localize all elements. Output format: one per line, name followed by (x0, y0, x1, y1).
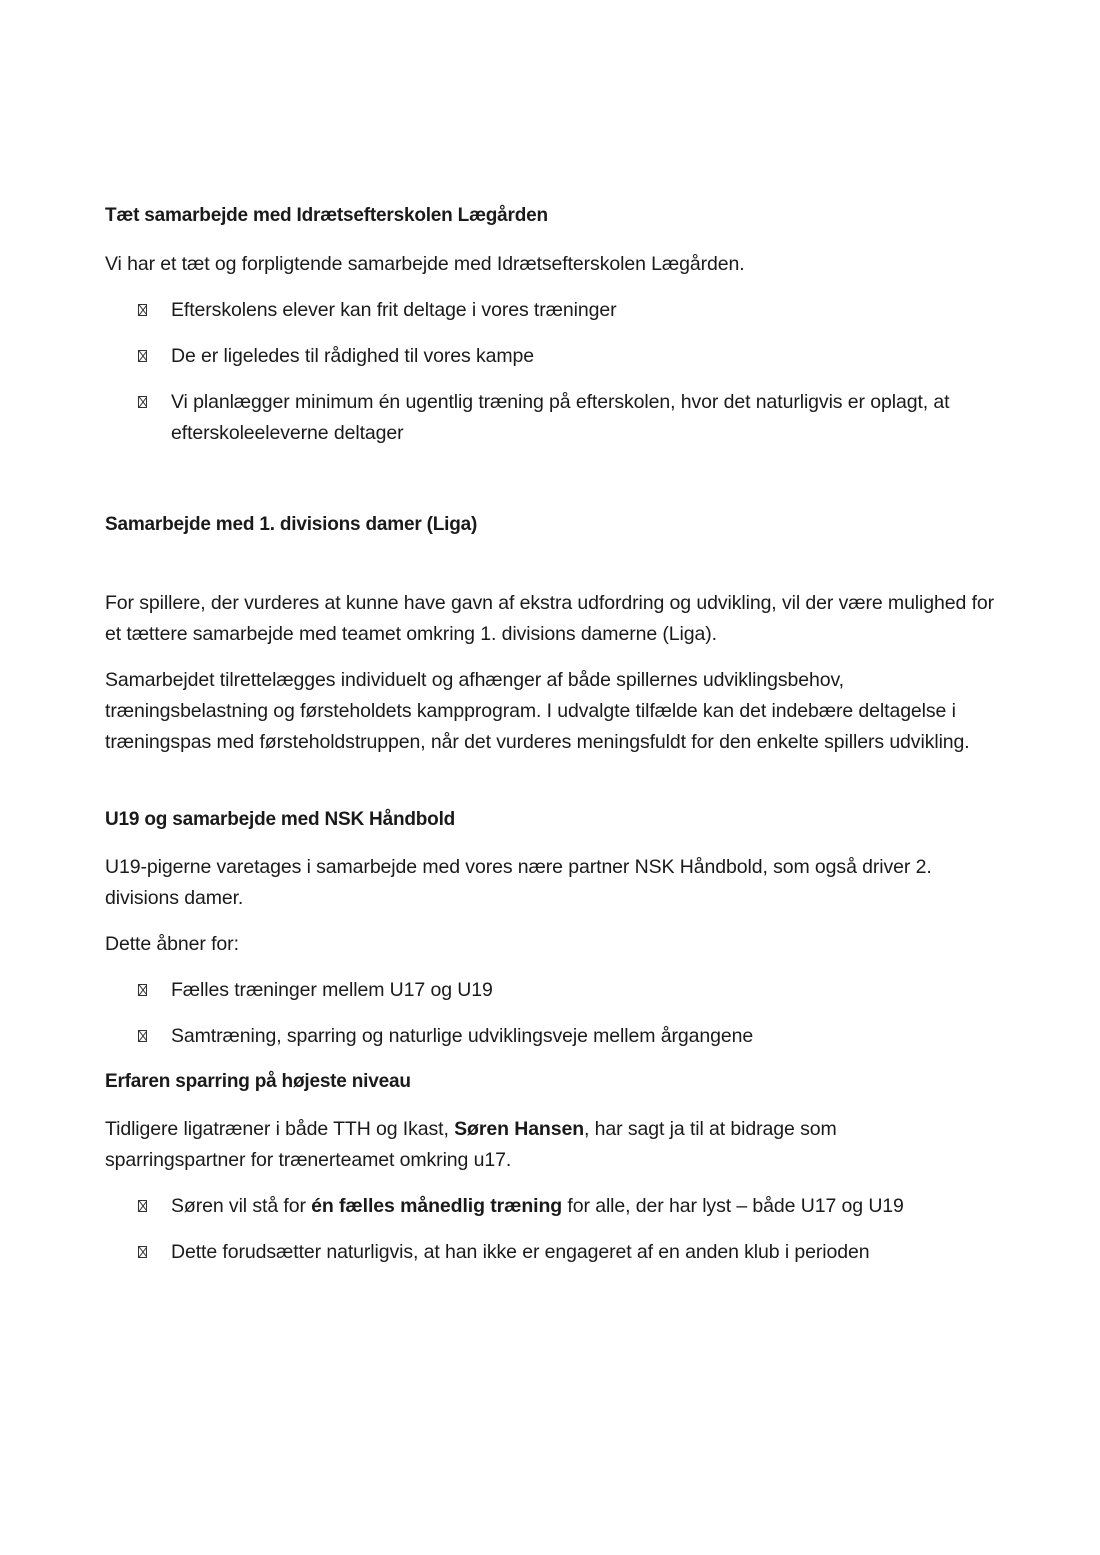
paragraph-sparring: Tidligere ligatræner i både TTH og Ikast, Søren Hansen, har sagt ja til at bidrage som sparringspartner for trænerteamet omkring u17. (105, 1118, 837, 1171)
missing-glyph-box-icon (138, 984, 147, 996)
list-item: Vi planlægger minimum én ugentlig træning på efterskolen, hvor det naturligvis er oplagt, at efterskoleeleverne deltager (105, 387, 1000, 449)
heading-liga: Samarbejde med 1. divisions damer (Liga) (105, 514, 478, 535)
paragraph-laegaarden-intro: Vi har et tæt og forpligtende samarbejde med Idrætsefterskolen Lægården. (105, 253, 745, 275)
missing-glyph-box-icon (138, 350, 147, 362)
list-item: Fælles træninger mellem U17 og U19 (105, 975, 1000, 1006)
heading-sparring: Erfaren sparring på højeste niveau (105, 1071, 411, 1092)
missing-glyph-box-icon (138, 1246, 147, 1258)
paragraph-liga-1: For spillere, der vurderes at kunne have gavn af ekstra udfordring og udvikling, vil der være mulighed for et tættere samarbejde med teamet omkring 1. divisions damerne (Liga). (105, 592, 995, 645)
paragraph-nsk: U19-pigerne varetages i samarbejde med vores nære partner NSK Håndbold, som også driver 2. divisions damer. (105, 856, 932, 909)
missing-glyph-box-icon (138, 1030, 147, 1042)
missing-glyph-box-icon (138, 1200, 147, 1212)
missing-glyph-box-icon (138, 396, 147, 408)
paragraph-dette-aabner: Dette åbner for: (105, 933, 239, 955)
missing-glyph-box-icon (138, 304, 147, 316)
heading-laegaarden: Tæt samarbejde med Idrætsefterskolen Lægården (105, 205, 548, 226)
paragraph-liga-2: Samarbejdet tilrettelægges individuelt og afhænger af både spillernes udviklingsbehov, træningsbelastning og førsteholdets kampprogram. I udvalgte tilfælde kan det indebære deltagelse i træningspas med førsteholdstruppen, når det vurderes meningsfuldt for den enkelte spillers udvikling. (105, 669, 970, 753)
list-item: Dette forudsætter naturligvis, at han ikke er engageret af en anden klub i perioden (105, 1237, 1000, 1268)
list-item: Søren vil stå for én fælles månedlig træning for alle, der har lyst – både U17 og U19 (105, 1191, 1000, 1222)
heading-nsk: U19 og samarbejde med NSK Håndbold (105, 809, 456, 830)
list-item: Samtræning, sparring og naturlige udviklingsveje mellem årgangene (105, 1021, 1000, 1052)
list-item: Efterskolens elever kan frit deltage i vores træninger (105, 295, 1000, 326)
coach-name: Søren Hansen (454, 1118, 585, 1140)
list-item: De er ligeledes til rådighed til vores kampe (105, 341, 1000, 372)
